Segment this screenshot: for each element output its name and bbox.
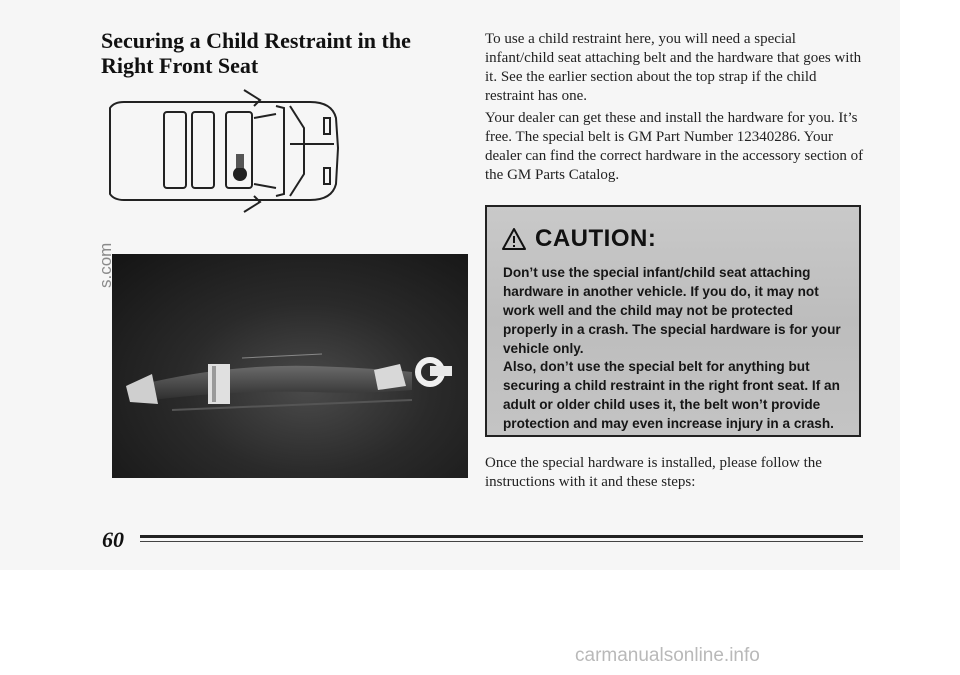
caution-paragraph-1: Don’t use the special infant/child seat attaching hardware in another vehicle. If you do, it may not work well and the child may not be protected properly in a crash. The special hardware is for your vehicle only. [503,265,841,356]
dealer-paragraph: Your dealer can get these and install the hardware for you. It’s free. The special belt is GM Part Number 12340286. Your dealer can find the correct hardware in the accessory section of the GM Parts Catalog. [485,110,864,183]
warning-triangle-icon [501,227,527,251]
instructions-paragraph: Once the special hardware is installed, please follow the instructions with it and these steps: [485,455,822,490]
intro-paragraph: To use a child restraint here, you will need a special infant/child seat attaching belt and the hardware that goes with it. See the earlier section about the top strap if the child restraint has one. [485,31,862,104]
footer-rule-thin [140,541,863,542]
caution-paragraph-2: Also, don’t use the special belt for anything but securing a child restraint in the right front seat. If an adult or older child uses it, the belt won’t provide protection and may even increase injury in a crash. [503,359,840,431]
caution-title: CAUTION: [535,225,657,252]
belt-hardware-photo [112,254,468,478]
car-top-view-diagram [104,88,344,218]
section-heading: Securing a Child Restraint in the Right Front Seat [101,28,411,78]
caution-header [501,225,656,253]
caution-box [485,205,861,437]
side-watermark: s.com [96,242,115,288]
page-number: 60 [102,527,124,552]
footer-rule-thick [140,535,863,538]
bottom-watermark: carmanualsonline.info [575,645,760,666]
